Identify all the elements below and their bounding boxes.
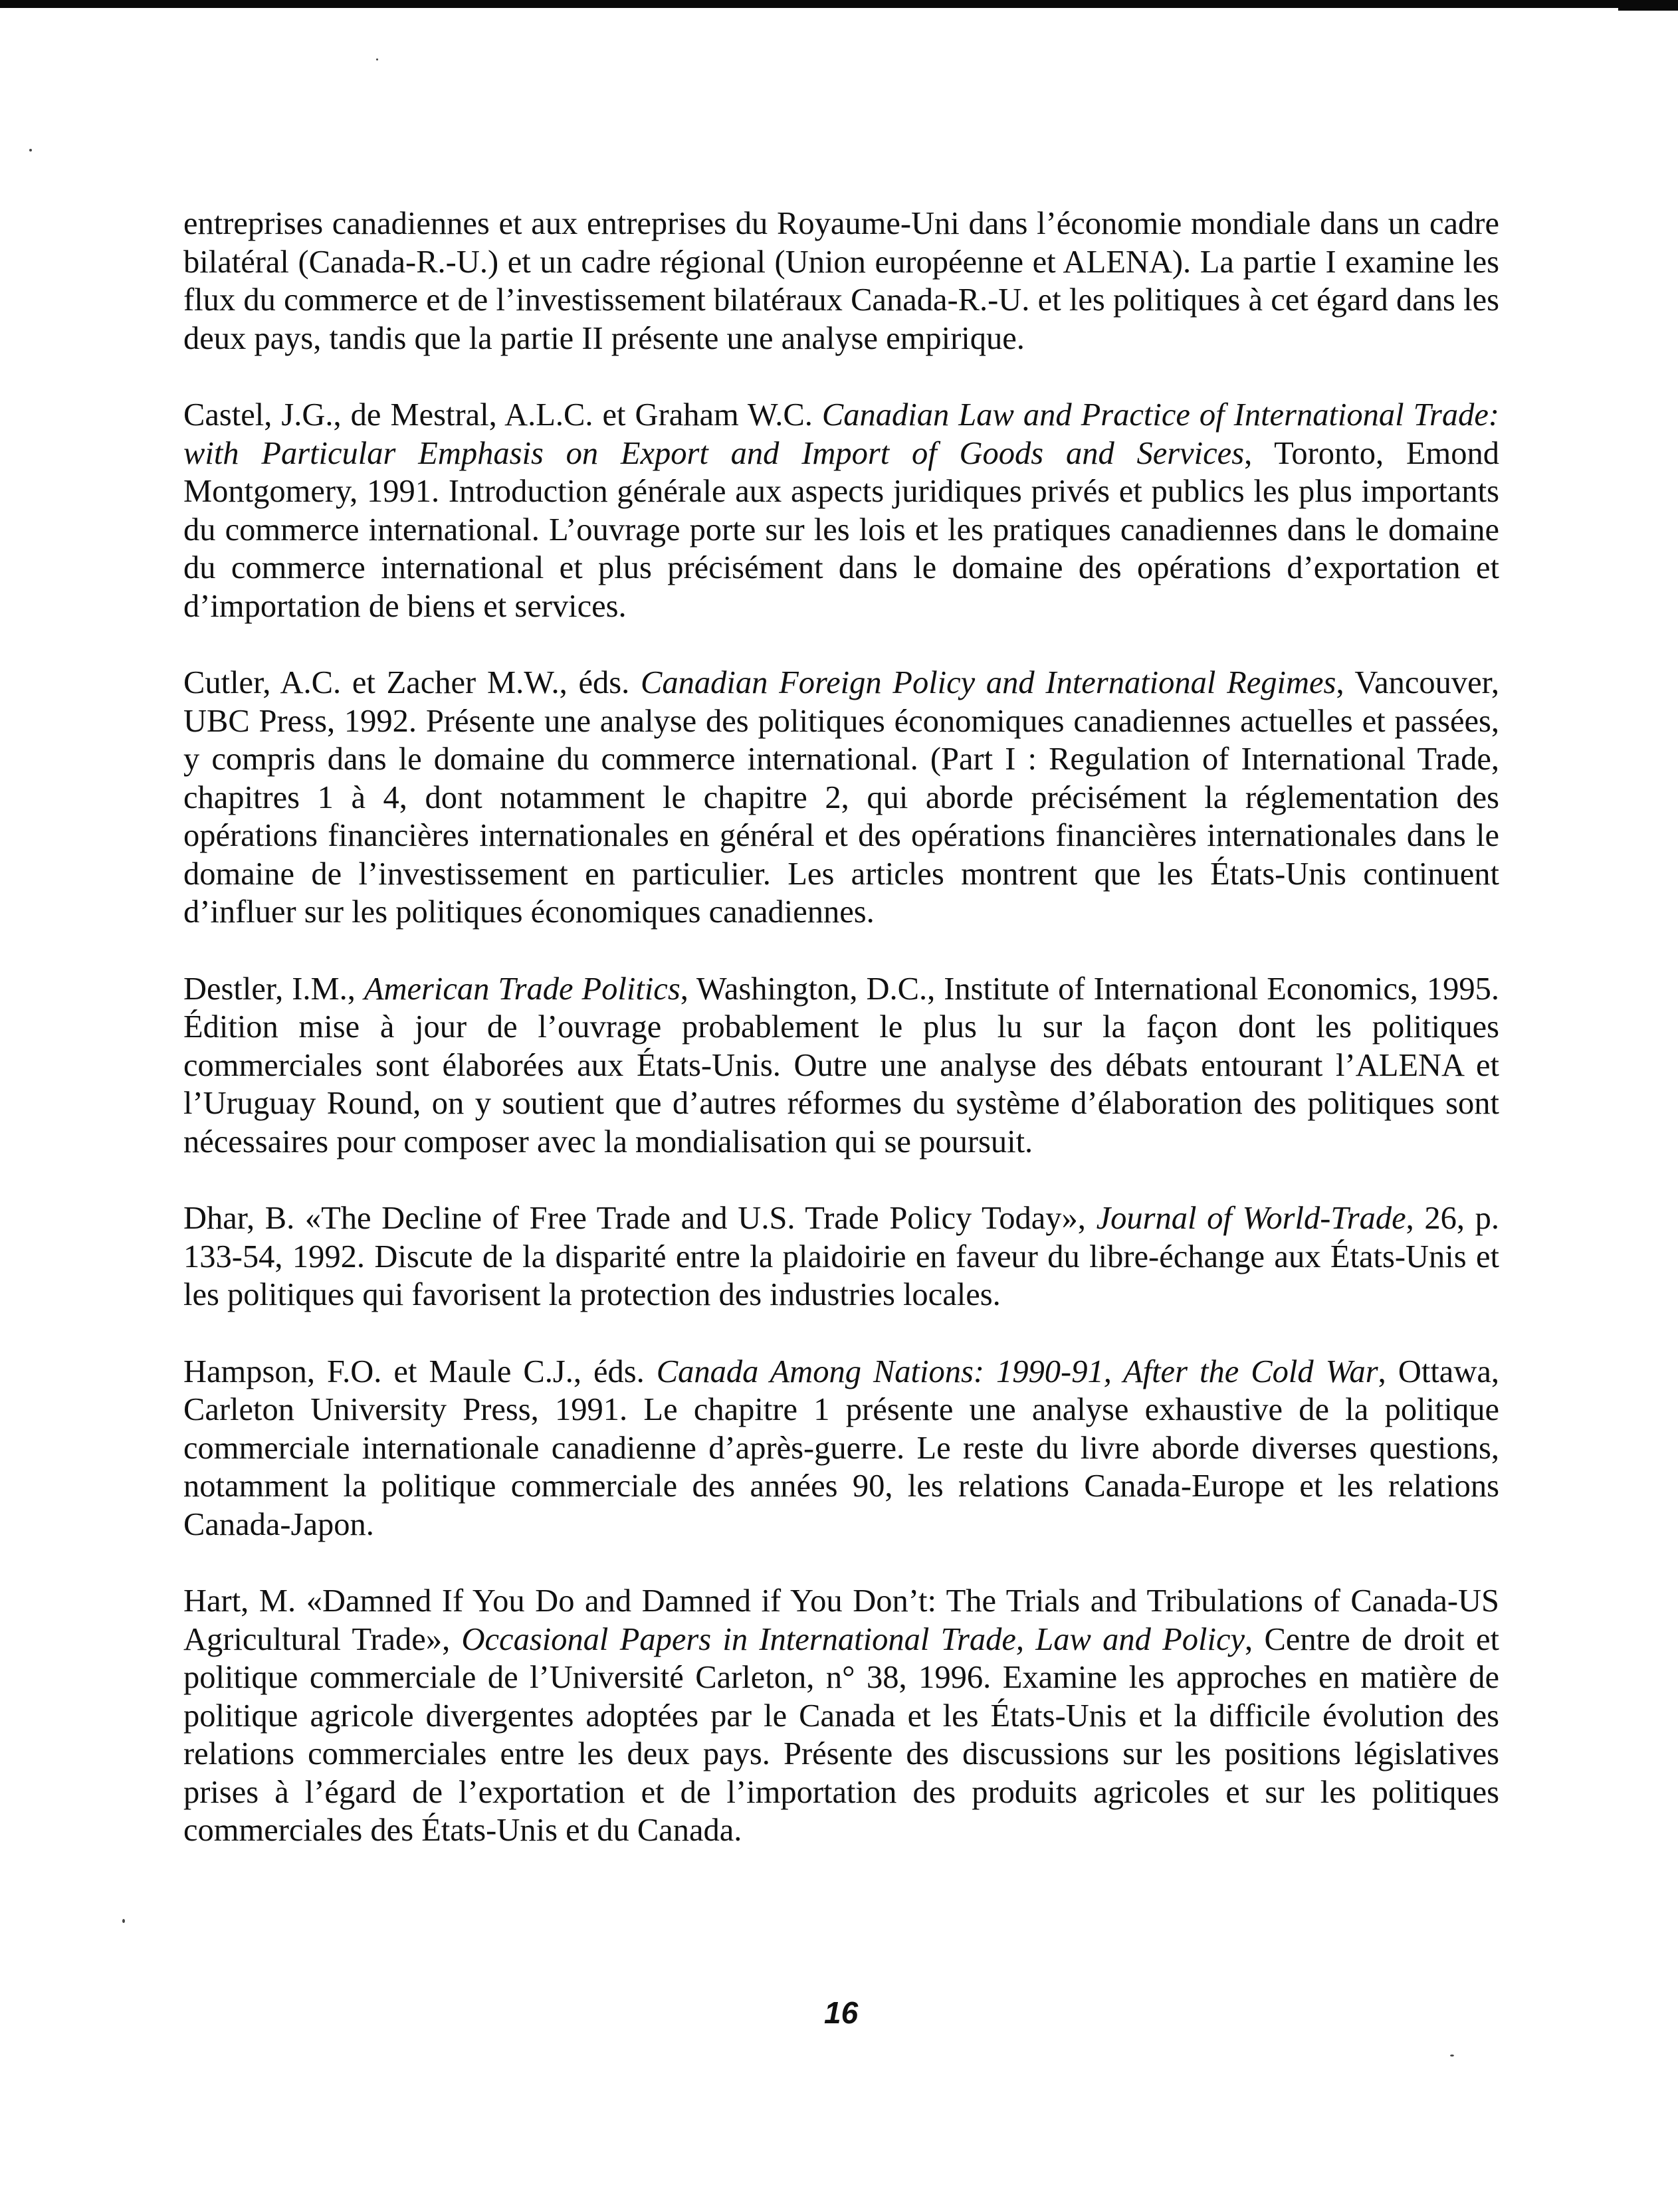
entry-description: , Toronto, Emond Montgomery, 1991. Introduction générale aux aspects juridiques privés et publics les plus importants du commerce international. L’ouvrage porte sur les lois et les pratiques canadiennes dans le domaine du commerce international et plus précisément dans le domaine des opérations d’exportation et d’importation de biens et services. bbox=[183, 435, 1500, 624]
scan-speck bbox=[29, 149, 32, 151]
paragraph-intro-continuation bbox=[183, 205, 1499, 357]
entry-authors: Hart, M. «Damned If You Do and Damned if You Don’t: The Trials and Tribulations of Canada-US Agricultural Trade», bbox=[183, 1583, 1499, 1657]
entry-title: Journal of World-Trade bbox=[1096, 1201, 1406, 1236]
entry-authors: Cutler, A.C. et Zacher M.W., éds. bbox=[183, 665, 641, 700]
entry-cutler bbox=[183, 664, 1499, 932]
entry-destler bbox=[183, 970, 1499, 1161]
entry-authors: Hampson, F.O. et Maule C.J., éds. bbox=[183, 1354, 657, 1389]
entry-hart bbox=[183, 1582, 1499, 1850]
entry-dhar bbox=[183, 1199, 1499, 1314]
entry-authors: Destler, I.M., bbox=[183, 971, 364, 1007]
entry-authors: Dhar, B. «The Decline of Free Trade and U.S. Trade Policy Today», bbox=[183, 1201, 1097, 1236]
scan-speck bbox=[376, 58, 378, 60]
entry-description: , Vancouver, UBC Press, 1992. Présente une analyse des politiques économiques canadiennes actuelles et passées, y compris dans le domaine du commerce international. (Part I : Regulation of International Trade, chapitres 1 à 4, dont notamment le chapitre 2, qui aborde précisément la réglementation des opérations financières internationales en général et des opérations financières internationales dans le domaine de l’investissement en particulier. Les articles montrent que les États-Unis continuent d’influer sur les politiques économiques canadiennes. bbox=[183, 665, 1499, 930]
entry-description: , Centre de droit et politique commerciale de l’Université Carleton, n° 38, 1996. Examine les approches en matière de politique agricole divergentes adoptées par le Canada et les États-Unis et la difficile évolution des relations commerciales entre les deux pays. Présente des discussions sur les positions législatives prises à l’égard de l’exportation et de l’importation des produits agricoles et sur les politiques commerciales des États-Unis et du Canada. bbox=[183, 1621, 1499, 1848]
entry-title: American Trade Politics bbox=[364, 971, 681, 1007]
text-run: entreprises canadiennes et aux entreprises du Royaume-Uni dans l’économie mondiale dans un cadre bilatéral (Canada-R.-U.) et un cadre régional (Union européenne et ALENA). La partie I examine les flux du commerce et de l’investissement bilatéraux Canada-R.-U. et les politiques à cet égard dans les deux pays, tandis que la partie II présente une analyse empirique. bbox=[183, 206, 1499, 356]
entry-castel bbox=[183, 396, 1499, 625]
entry-title: Occasional Papers in International Trade, Law and Policy bbox=[461, 1621, 1245, 1657]
entry-title: Canada Among Nations: 1990-91, After the Cold War bbox=[656, 1354, 1378, 1389]
entry-description: , Washington, D.C., Institute of International Economics, 1995. Édition mise à jour de l’ouvrage probablement le plus lu sur la façon dont les politiques commerciales sont élaborées aux États-Unis. Outre une analyse des débats entourant l’ALENA et l’Uruguay Round, on y soutient que d’autres réformes du système d’élaboration des politiques sont nécessaires pour composer avec la mondialisation qui se poursuit. bbox=[183, 971, 1499, 1159]
scan-speck bbox=[122, 1919, 125, 1923]
entry-title: Canadian Foreign Policy and International Regimes bbox=[641, 665, 1336, 700]
top-border-rule bbox=[0, 0, 1678, 8]
entry-description: , Ottawa, Carleton University Press, 1991. Le chapitre 1 présente une analyse exhaustive de la politique commerciale internationale canadienne d’après-guerre. Le reste du livre aborde diverses questions, notamment la politique commerciale des années 90, les relations Canada-Europe et les relations Canada-Japon. bbox=[183, 1354, 1499, 1542]
entry-title: Canadian Law and Practice of International Trade: with Particular Emphasis on Export and Import of Goods and Services bbox=[183, 397, 1500, 471]
entry-hampson bbox=[183, 1353, 1499, 1544]
entry-authors: Castel, J.G., de Mestral, A.L.C. et Graham W.C. bbox=[183, 397, 822, 433]
top-border-tick bbox=[1618, 7, 1678, 11]
entry-description: , 26, p. 133-54, 1992. Discute de la disparité entre la plaidoirie en faveur du libre-échange aux États-Unis et les politiques qui favorisent la protection des industries locales. bbox=[183, 1201, 1499, 1312]
page-number: 16 bbox=[824, 1995, 859, 2030]
bibliography-text bbox=[183, 205, 1499, 1888]
scan-speck bbox=[1450, 2055, 1454, 2057]
